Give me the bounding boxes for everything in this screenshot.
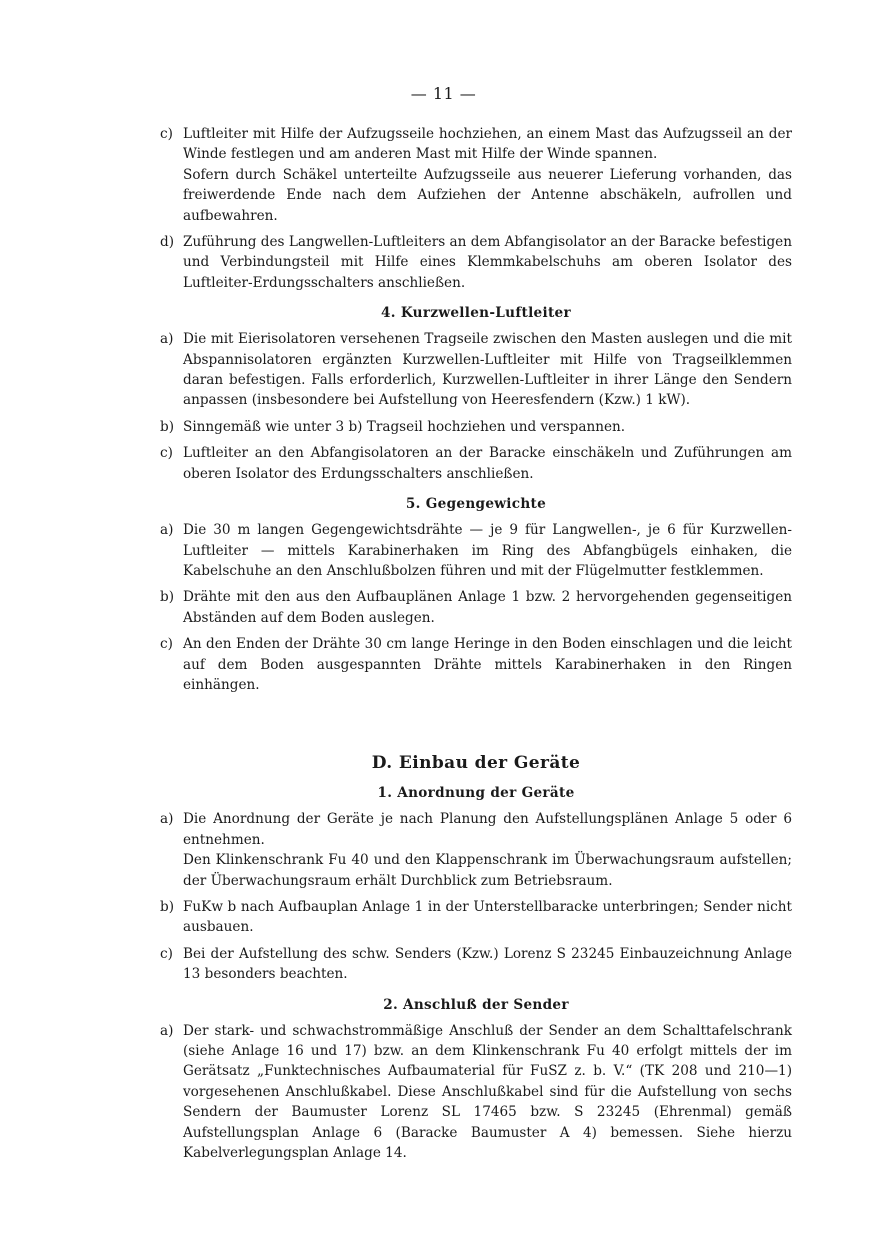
page-body xyxy=(160,124,792,1169)
item-marker: c) xyxy=(160,636,173,653)
list-item-4c xyxy=(160,443,792,484)
paragraph: Luftleiter an den Abfangisolatoren an der Baracke einschäkeln und Zuführungen am oberen Isolator des Erdungsschalters anschließen. xyxy=(183,445,792,482)
paragraph: Sofern durch Schäkel unterteilte Aufzugsseile aus neuerer Lieferung vorhanden, das freiwerdende Ende nach dem Aufziehen der Antenne abschäkeln, aufrollen und aufbewahren. xyxy=(183,166,792,224)
item-marker: b) xyxy=(160,418,175,435)
page-number: — 11 — xyxy=(410,84,477,103)
list-item-3d xyxy=(160,232,792,293)
paragraph: Die 30 m langen Gegengewichtsdrähte — je 9 für Langwellen-, je 6 für Kurzwellen-Luftleiter — mittels Karabinerhaken im Ring des Abfangbügels einhaken, die Kabelschuhe an den Anschlußbolzen führen und mit der Flügelmutter festklemmen. xyxy=(183,522,792,579)
section-heading-anordnung: 1. Anordnung der Geräte xyxy=(377,785,575,802)
list-item-5c xyxy=(160,634,792,695)
paragraph: Die Anordnung der Geräte je nach Planung den Aufstellungsplänen Anlage 5 oder 6 entnehmen. xyxy=(183,811,792,848)
paragraph: Luftleiter mit Hilfe der Aufzugsseile hochziehen, an einem Mast das Aufzugsseil an der Winde festlegen und am anderen Mast mit Hilfe der Winde spannen. xyxy=(183,126,792,163)
paragraph: Der stark- und schwachstrommäßige Anschluß der Sender an dem Schalttafelschrank (siehe Anlage 16 und 17) bzw. an dem Klinkenschrank Fu 40 erfolgt mittels der im Gerätsatz „Funktechnisches Aufbaumaterial für FuSZ z. b. V.“ (TK 208 und 210—1) vorgesehenen Anschlußkabel. Diese Anschlußkabel sind für die Aufstellung von sechs Sendern der Baumuster Lorenz SL 17465 bzw. S 23245 (Ehrenmal) gemäß Aufstellungsplan Anlage 6 (Baracke Baumuster A 4) bemessen. Siehe hierzu Kabelverlegungsplan Anlage 14. xyxy=(183,1022,792,1162)
item-marker: b) xyxy=(160,589,175,606)
paragraph: An den Enden der Drähte 30 cm lange Heringe in den Boden einschlagen und die leicht auf dem Boden ausgespannten Drähte mittels Karabinerhaken in den Ringen einhängen. xyxy=(183,636,792,693)
paragraph: Sinngemäß wie unter 3 b) Tragseil hochziehen und verspannen. xyxy=(183,418,626,435)
list-item-d2a xyxy=(160,1021,792,1164)
item-marker: d) xyxy=(160,234,175,251)
paragraph: Die mit Eierisolatoren versehenen Tragseile zwischen den Masten auslegen und die mit Abspannisolatoren ergänzten Kurzwellen-Luftleiter mit Hilfe von Tragseilklemmen daran befestigen. Falls erforderlich, Kurzwellen-Luftleiter in ihrer Länge den Sendern anpassen (insbesondere bei Aufstellung von Heeresfendern (Kzw.) 1 kW). xyxy=(183,331,792,409)
section-heading-gegengewichte: 5. Gegengewichte xyxy=(405,496,547,513)
list-item-4b xyxy=(160,417,792,437)
item-marker: c) xyxy=(160,445,173,462)
item-marker: b) xyxy=(160,898,175,915)
paragraph: Bei der Aufstellung des schw. Senders (Kzw.) Lorenz S 23245 Einbauzeichnung Anlage 13 besonders beachten. xyxy=(183,945,792,983)
paragraph: Den Klinkenschrank Fu 40 und den Klappenschrank im Überwachungsraum aufstellen; der Überwachungsraum erhält Durchblick zum Betriebsraum. xyxy=(183,852,792,889)
item-marker: a) xyxy=(160,811,174,828)
list-item-d1c xyxy=(160,944,792,985)
section-heading-anschluss: 2. Anschluß der Sender xyxy=(383,996,569,1013)
list-item-d1a xyxy=(160,809,792,891)
list-item-4a xyxy=(160,329,792,411)
list-item-5b xyxy=(160,587,792,628)
paragraph: FuKw b nach Aufbauplan Anlage 1 in der Unterstellbaracke unterbringen; Sender nicht ausbauen. xyxy=(183,898,792,936)
item-marker: a) xyxy=(160,331,174,348)
paragraph: Zuführung des Langwellen-Luftleiters an dem Abfangisolator an der Baracke befestigen und Verbindungsteil mit Hilfe eines Klemmkabelschuhs am oberen Isolator des Luftleiter-Erdungsschalters anschließen. xyxy=(183,234,792,291)
chapter-heading-einbau: D. Einbau der Geräte xyxy=(371,753,581,774)
item-marker: a) xyxy=(160,1022,174,1039)
paragraph: Drähte mit den aus den Aufbauplänen Anlage 1 bzw. 2 hervorgehenden gegenseitigen Abständen auf dem Boden auslegen. xyxy=(183,589,792,626)
item-marker: a) xyxy=(160,522,174,539)
item-marker: c) xyxy=(160,126,173,142)
section-heading-kurzwellen: 4. Kurzwellen-Luftleiter xyxy=(381,305,571,322)
list-item-3c xyxy=(160,124,792,226)
item-marker: c) xyxy=(160,945,173,962)
list-item-d1b xyxy=(160,897,792,938)
list-item-5a xyxy=(160,520,792,581)
